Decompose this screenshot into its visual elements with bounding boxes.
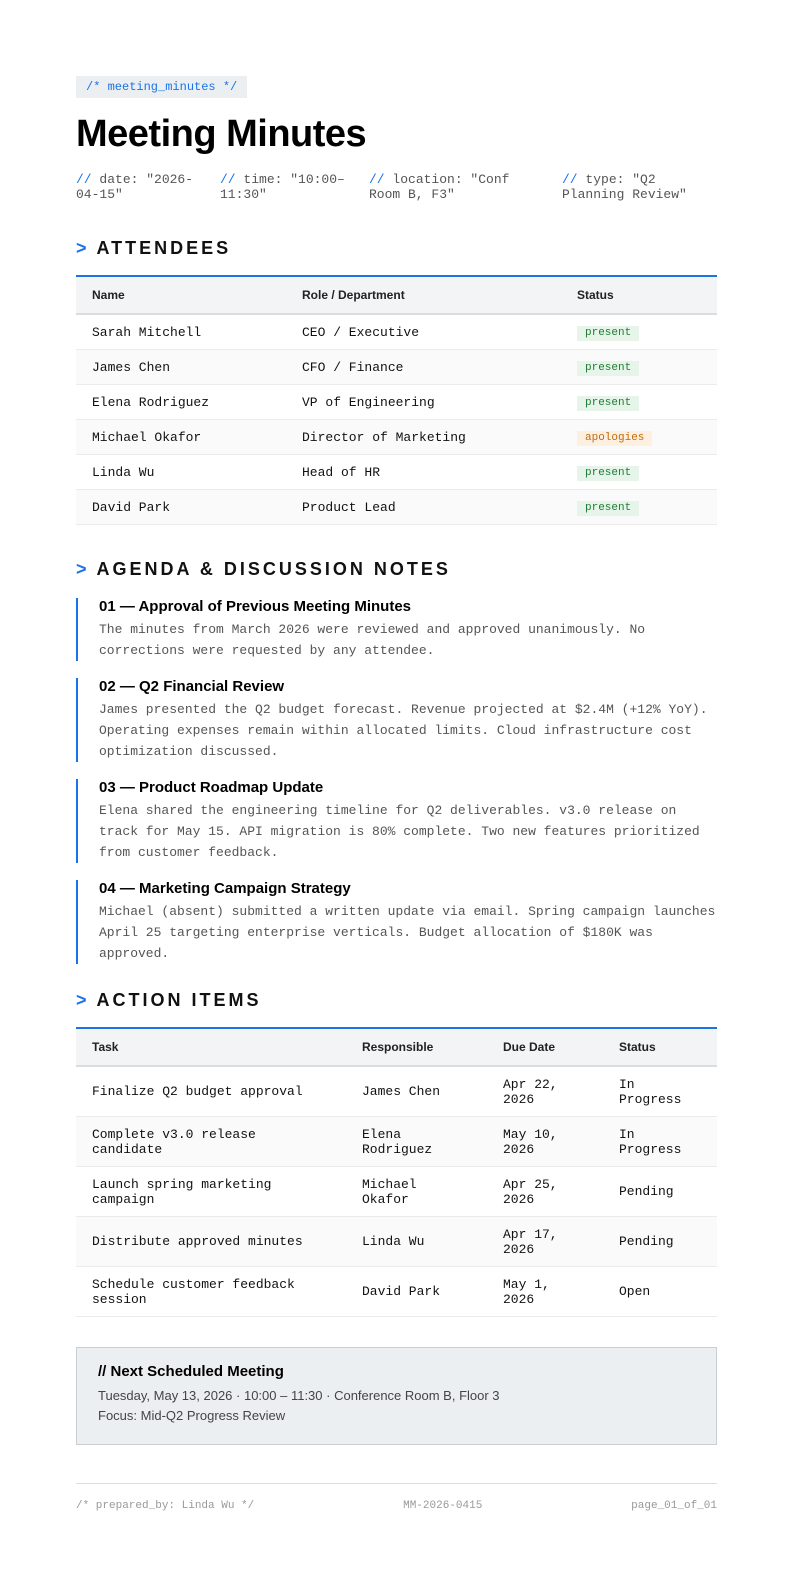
- attendee-name: Linda Wu: [76, 455, 286, 490]
- action-responsible: Elena Rodriguez: [346, 1117, 487, 1167]
- action-responsible: Michael Okafor: [346, 1167, 487, 1217]
- next-meeting-title: // Next Scheduled Meeting: [98, 1363, 284, 1380]
- attendee-status-cell: [561, 350, 717, 385]
- table-row: [76, 420, 717, 455]
- agenda-item-title: 04 — Marketing Campaign Strategy: [99, 880, 351, 897]
- attendee-status-cell: [561, 490, 717, 525]
- next-meeting-box: [76, 1347, 717, 1445]
- status-badge: present: [577, 326, 639, 341]
- column-header-due-date: Due Date: [487, 1028, 603, 1066]
- meta-type: // type: "Q2 Planning Review": [562, 172, 687, 202]
- table-header-row: [76, 276, 717, 314]
- table-row: [76, 1066, 717, 1117]
- meta-date: // date: "2026-04-15": [76, 172, 194, 202]
- table-row: [76, 1167, 717, 1217]
- attendee-role: CEO / Executive: [286, 314, 561, 350]
- action-task: Finalize Q2 budget approval: [76, 1066, 346, 1117]
- action-responsible: Linda Wu: [346, 1217, 487, 1267]
- action-due-date: Apr 22, 2026: [487, 1066, 603, 1117]
- agenda-item: [76, 779, 717, 863]
- attendees-heading: > ATTENDEES: [76, 238, 232, 258]
- table-row: [76, 314, 717, 350]
- agenda-list: [76, 598, 717, 964]
- agenda-item-title: 03 — Product Roadmap Update: [99, 779, 324, 796]
- agenda-item-notes: James presented the Q2 budget forecast. Revenue projected at $2.4M (+12% YoY). Operating expenses remain within allocated limits. Cloud infrastructure cost optimization discussed.: [99, 702, 708, 759]
- attendee-status-cell: [561, 314, 717, 350]
- action-due-date: May 1, 2026: [487, 1267, 603, 1317]
- agenda-item-notes: Michael (absent) submitted a written update via email. Spring campaign launches April 25 targeting enterprise verticals. Budget allocation of $180K was approved.: [99, 904, 716, 961]
- attendee-status-cell: [561, 455, 717, 490]
- action-items-heading: > ACTION ITEMS: [76, 990, 262, 1010]
- page-number: page_01_of_01: [631, 1500, 717, 1512]
- action-due-date: Apr 17, 2026: [487, 1217, 603, 1267]
- attendee-role: VP of Engineering: [286, 385, 561, 420]
- table-row: [76, 455, 717, 490]
- column-header-role: Role / Department: [286, 276, 561, 314]
- attendee-name: Michael Okafor: [76, 420, 286, 455]
- agenda-item-title: 02 — Q2 Financial Review: [99, 678, 285, 695]
- table-row: [76, 1217, 717, 1267]
- agenda-heading: > AGENDA & DISCUSSION NOTES: [76, 559, 451, 579]
- attendee-name: Elena Rodriguez: [76, 385, 286, 420]
- agenda-item: [76, 880, 717, 964]
- attendee-role: CFO / Finance: [286, 350, 561, 385]
- agenda-item: [76, 598, 717, 661]
- action-status: In Progress: [603, 1066, 717, 1117]
- table-row: [76, 1117, 717, 1167]
- table-row: [76, 490, 717, 525]
- agenda-item-title: 01 — Approval of Previous Meeting Minutes: [99, 598, 411, 615]
- agenda-item-notes: The minutes from March 2026 were reviewed and approved unanimously. No corrections were requested by any attendee.: [99, 622, 646, 658]
- page-title: Meeting Minutes: [76, 113, 367, 155]
- status-badge: present: [577, 361, 639, 376]
- action-task: Complete v3.0 release candidate: [76, 1117, 346, 1167]
- action-task: Distribute approved minutes: [76, 1217, 346, 1267]
- action-status: Pending: [603, 1217, 717, 1267]
- meta-location: // location: "Conf Room B, F3": [369, 172, 510, 202]
- action-responsible: David Park: [346, 1267, 487, 1317]
- action-task: Launch spring marketing campaign: [76, 1167, 346, 1217]
- agenda-item-notes: Elena shared the engineering timeline for Q2 deliverables. v3.0 release on track for May 15. API migration is 80% complete. Two new features prioritized from customer feedback.: [99, 803, 700, 860]
- action-due-date: May 10, 2026: [487, 1117, 603, 1167]
- action-responsible: James Chen: [346, 1066, 487, 1117]
- doc-type-tag: /* meeting_minutes */: [76, 76, 247, 98]
- action-task: Schedule customer feedback session: [76, 1267, 346, 1317]
- attendee-name: David Park: [76, 490, 286, 525]
- attendee-role: Director of Marketing: [286, 420, 561, 455]
- attendee-name: James Chen: [76, 350, 286, 385]
- action-items-table: [76, 1027, 717, 1317]
- document-id: MM-2026-0415: [403, 1500, 483, 1512]
- attendees-table: [76, 275, 717, 525]
- status-badge: present: [577, 501, 639, 516]
- attendee-status-cell: [561, 385, 717, 420]
- action-status: Open: [603, 1267, 717, 1317]
- column-header-task: Task: [76, 1028, 346, 1066]
- page-footer: [76, 1483, 717, 1512]
- column-header-status: Status: [561, 276, 717, 314]
- attendee-name: Sarah Mitchell: [76, 314, 286, 350]
- status-badge: apologies: [577, 431, 652, 446]
- next-meeting-details: Tuesday, May 13, 2026 · 10:00 – 11:30 · Conference Room B, Floor 3: [98, 1388, 500, 1403]
- next-meeting-focus: Focus: Mid-Q2 Progress Review: [98, 1408, 286, 1423]
- attendee-role: Head of HR: [286, 455, 561, 490]
- agenda-item: [76, 678, 717, 762]
- status-badge: present: [577, 466, 639, 481]
- table-header-row: [76, 1028, 717, 1066]
- chevron-right-icon: >: [76, 990, 87, 1010]
- column-header-responsible: Responsible: [346, 1028, 487, 1066]
- meta-time: // time: "10:00–11:30": [220, 172, 345, 202]
- attendee-status-cell: [561, 420, 717, 455]
- chevron-right-icon: >: [76, 559, 87, 579]
- attendee-role: Product Lead: [286, 490, 561, 525]
- document-page: [76, 76, 717, 1512]
- prepared-by: /* prepared_by: Linda Wu */: [76, 1500, 255, 1512]
- meeting-meta: [76, 172, 717, 202]
- table-row: [76, 1267, 717, 1317]
- chevron-right-icon: >: [76, 238, 87, 258]
- action-status: Pending: [603, 1167, 717, 1217]
- action-status: In Progress: [603, 1117, 717, 1167]
- status-badge: present: [577, 396, 639, 411]
- table-row: [76, 385, 717, 420]
- column-header-name: Name: [76, 276, 286, 314]
- table-row: [76, 350, 717, 385]
- column-header-status: Status: [603, 1028, 717, 1066]
- action-due-date: Apr 25, 2026: [487, 1167, 603, 1217]
